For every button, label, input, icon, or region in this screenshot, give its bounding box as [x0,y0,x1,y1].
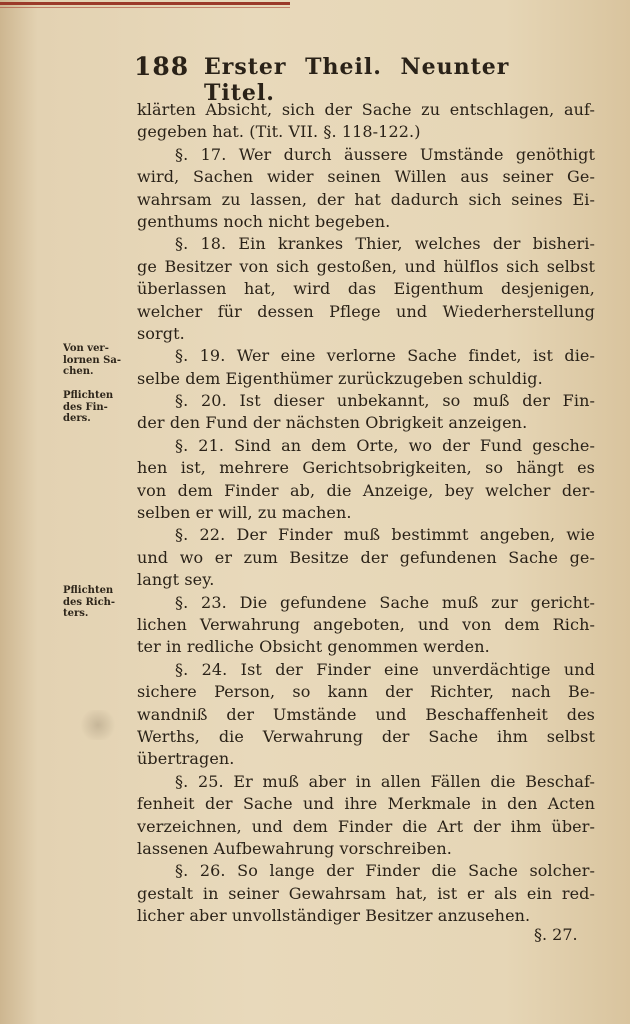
marginal-line: ders. [63,413,91,424]
text-line: ter in redliche Obsicht genommen werden. [137,637,490,657]
text-line: §. 17. Wer durch äussere Umstände genöthigt [175,144,595,164]
marginal-note-finder-duties [63,390,137,425]
text-line: Werths, die Verwahrung der Sache ihm selbst [137,726,595,746]
text-line: §. 25. Er muß aber in allen Fällen die Beschaf- [175,771,595,791]
marginal-note-lost-things [63,343,137,378]
marginal-line: Pflichten [63,585,114,596]
text-line: wandniß der Umstände und Beschaffenheit des [137,704,595,724]
text-line: der den Fund der nächsten Obrigkeit anzeigen. [137,413,528,433]
marginal-line: des Rich- [63,596,116,608]
text-line: §. 21. Sind an dem Orte, wo der Fund gesche- [175,435,595,455]
text-line: und wo er zum Besitze der gefundenen Sache ge- [137,547,595,567]
text-line: §. 24. Ist der Finder eine unverdächtige und [175,659,595,679]
running-title: Erster Theil. Neunter Titel. [204,54,510,106]
text-line: fenheit der Sache und ihre Merkmale in den Acten [137,794,595,814]
text-line: §. 23. Die gefundene Sache muß zur gericht- [175,592,595,612]
red-edge-rule-thin [0,7,290,8]
text-line: welcher für dessen Pflege und Wiederherstellung [137,301,595,321]
text-line: gegeben hat. (Tit. VII. §. 118-122.) [137,122,421,142]
text-line: von dem Finder ab, die Anzeige, bey welcher der- [137,480,595,500]
text-line: lassenen Aufbewahrung vorschreiben. [137,838,452,858]
text-line: §. 22. Der Finder muß bestimmt angeben, wie [175,525,595,545]
body-text [137,99,595,927]
text-line: langt sey. [137,570,215,590]
marginal-line: chen. [63,366,94,377]
text-line: genthums noch nicht begeben. [137,211,391,231]
text-line: übertragen. [137,749,235,769]
text-line: hen ist, mehrere Gerichtsobrigkeiten, so hängt es [137,458,595,478]
text-line: §. 18. Ein krankes Thier, welches der bisheri- [175,234,595,254]
marginal-line: lornen Sa- [63,354,121,366]
text-line: §. 19. Wer eine verlorne Sache findet, ist die- [175,346,595,366]
text-line: überlassen hat, wird das Eigenthum desjenigen, [137,279,595,299]
text-line: selben er will, zu machen. [137,503,352,523]
ink-smudge [78,710,118,740]
text-line: §. 20. Ist dieser unbekannt, so muß der Fin- [175,391,595,411]
text-line: lichen Verwahrung angeboten, und von dem Rich- [137,614,595,634]
text-line: ge Besitzer von sich gestoßen, und hülflos sich selbst [137,256,595,276]
text-line: sichere Person, so kann der Richter, nach Be- [137,682,595,702]
marginal-line: des Fin- [63,401,108,413]
page-number: 188 [134,52,190,81]
text-line: wahrsam zu lassen, der hat dadurch sich seines Ei- [137,189,595,209]
catchword: §. 27. [534,925,578,944]
red-edge-rule [0,2,290,5]
text-line: selbe dem Eigenthümer zurückzugeben schuldig. [137,368,543,388]
marginal-note-judge-duties [63,585,137,620]
text-line: §. 26. So lange der Finder die Sache solcher- [175,861,595,881]
text-line: sorgt. [137,323,185,343]
text-line: verzeichnen, und dem Finder die Art der ihm über- [137,816,595,836]
page-header [134,50,594,106]
marginal-line: Von ver- [63,343,109,354]
text-line: klärten Absicht, sich der Sache zu entschlagen, auf- [137,100,595,119]
text-line: gestalt in seiner Gewahrsam hat, ist er als ein red- [137,883,595,903]
text-line: wird, Sachen wider seinen Willen aus seiner Ge- [137,167,595,187]
marginal-line: Pflichten [63,390,114,401]
marginal-line: ters. [63,608,89,619]
text-line: licher aber unvollständiger Besitzer anzusehen. [137,906,531,926]
